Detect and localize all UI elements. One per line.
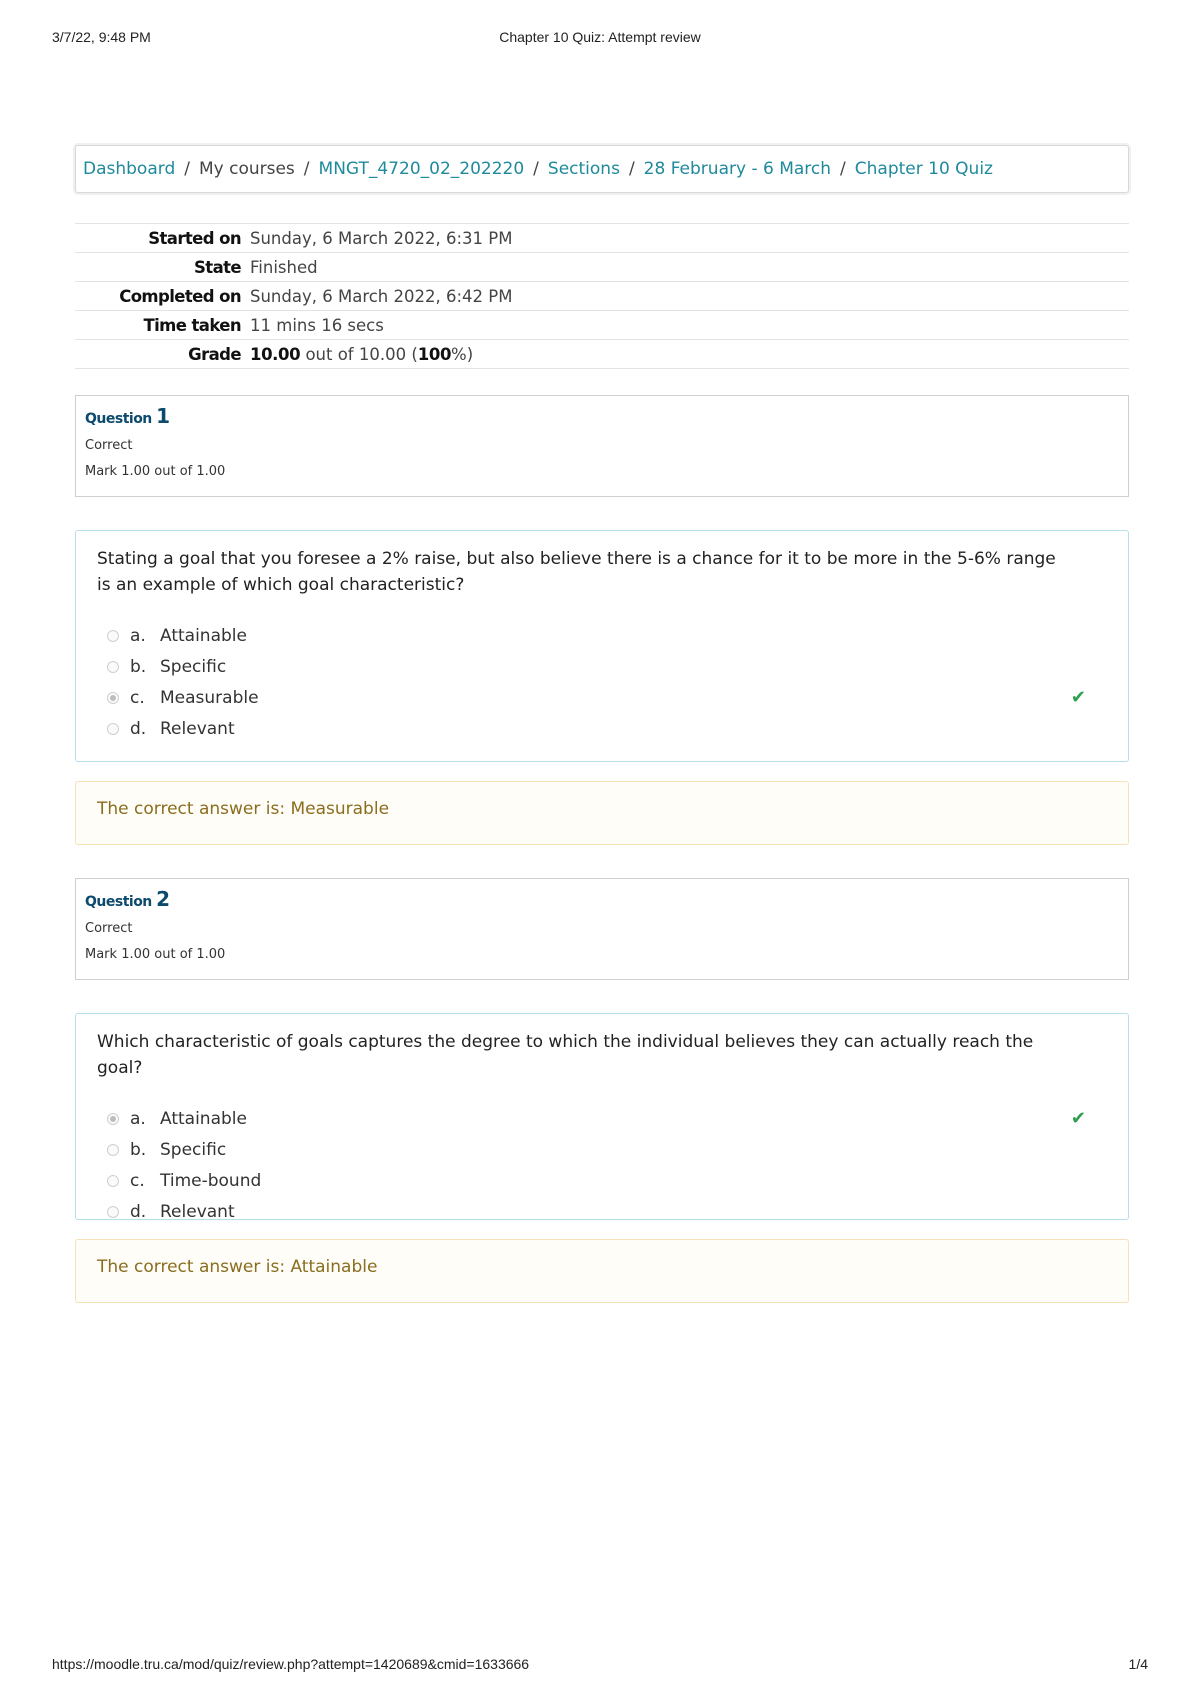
question-label: Question	[85, 894, 152, 910]
question-number-value: 1	[156, 404, 170, 428]
radio-button[interactable]	[107, 1144, 119, 1156]
question-mark: Mark 1.00 out of 1.00	[85, 464, 226, 479]
summary-row-time	[75, 311, 1129, 340]
grade-score: 10.00	[250, 344, 301, 364]
answer-text: Relevant	[160, 1201, 235, 1222]
breadcrumb-my-courses: My courses	[198, 159, 295, 179]
answer-letter: c.	[130, 687, 145, 708]
print-footer	[52, 1656, 1148, 1676]
grade-out-of: out of 10.00 (	[300, 344, 418, 364]
breadcrumb-quiz[interactable]: Chapter 10 Quiz	[854, 159, 993, 179]
answer-option[interactable]	[97, 1165, 1107, 1196]
question-info	[75, 395, 1129, 497]
breadcrumb	[75, 145, 1129, 193]
attempt-summary-table	[75, 223, 1129, 369]
question-number	[85, 404, 1119, 434]
print-url: https://moodle.tru.ca/mod/quiz/review.php?attempt=1420689&cmid=1633666	[52, 1656, 530, 1672]
question-number-value: 2	[156, 887, 170, 911]
breadcrumb-separator: /	[303, 159, 310, 179]
answer-letter: a.	[130, 1108, 146, 1129]
answer-letter: d.	[130, 1201, 147, 1222]
started-value: Sunday, 6 March 2022, 6:31 PM	[250, 224, 1129, 253]
answer-letter: c.	[130, 1170, 145, 1191]
breadcrumb-sections[interactable]: Sections	[547, 159, 620, 179]
print-datetime: 3/7/22, 9:48 PM	[52, 29, 151, 45]
correct-check-icon: ✔	[1070, 687, 1086, 708]
question-formulation	[75, 1013, 1129, 1220]
time-taken-label: Time taken	[75, 311, 250, 340]
radio-button[interactable]	[107, 1175, 119, 1187]
completed-label: Completed on	[75, 282, 250, 311]
answer-letter: b.	[130, 1139, 147, 1160]
summary-row-grade	[75, 340, 1129, 369]
radio-button-checked[interactable]	[107, 1113, 119, 1125]
radio-button-checked[interactable]	[107, 692, 119, 704]
started-label: Started on	[75, 224, 250, 253]
grade-label: Grade	[75, 340, 250, 369]
answer-option[interactable]	[97, 620, 1107, 651]
answer-letter: a.	[130, 625, 146, 646]
question-state: Correct	[85, 438, 133, 453]
print-title: Chapter 10 Quiz: Attempt review	[499, 29, 701, 45]
question-text: Stating a goal that you foresee a 2% raise, but also believe there is a chance for it to be more in the 5-6% range is an example of which goal characteristic?	[97, 549, 1056, 595]
question-formulation	[75, 530, 1129, 762]
answer-option[interactable]	[97, 713, 1107, 744]
question-info	[75, 878, 1129, 980]
state-label: State	[75, 253, 250, 282]
question-mark: Mark 1.00 out of 1.00	[85, 947, 226, 962]
answer-text: Specific	[160, 656, 227, 677]
answer-text: Relevant	[160, 718, 235, 739]
correct-answer-feedback: The correct answer is: Attainable	[75, 1239, 1129, 1303]
grade-percent: 100	[417, 344, 452, 364]
print-page-number: 1/4	[1128, 1656, 1148, 1672]
radio-button[interactable]	[107, 661, 119, 673]
breadcrumb-week[interactable]: 28 February - 6 March	[643, 159, 832, 179]
breadcrumb-separator: /	[628, 159, 635, 179]
breadcrumb-course[interactable]: MNGT_4720_02_202220	[318, 159, 525, 179]
summary-row-started	[75, 224, 1129, 253]
grade-percent-suffix: %)	[451, 344, 474, 364]
print-header	[52, 29, 1148, 49]
radio-button[interactable]	[107, 630, 119, 642]
answer-letter: b.	[130, 656, 147, 677]
answer-option-selected[interactable]	[97, 1103, 1107, 1134]
question-label: Question	[85, 411, 152, 427]
time-taken-value: 11 mins 16 secs	[250, 311, 1129, 340]
answer-text: Measurable	[160, 687, 259, 708]
summary-row-state	[75, 253, 1129, 282]
breadcrumb-separator: /	[533, 159, 539, 179]
state-value: Finished	[250, 253, 1129, 282]
question-number	[85, 887, 1119, 917]
breadcrumb-separator: /	[840, 159, 846, 179]
answer-text: Time-bound	[160, 1170, 262, 1191]
answer-letter: d.	[130, 718, 147, 739]
answer-text: Specific	[160, 1139, 227, 1160]
correct-answer-feedback: The correct answer is: Measurable	[75, 781, 1129, 845]
radio-button[interactable]	[107, 723, 119, 735]
answer-text: Attainable	[160, 1108, 247, 1129]
answer-option[interactable]	[97, 1196, 1107, 1227]
breadcrumb-dashboard[interactable]: Dashboard	[83, 159, 176, 179]
answer-option[interactable]	[97, 651, 1107, 682]
answer-option-selected[interactable]	[97, 682, 1107, 713]
answer-option[interactable]	[97, 1134, 1107, 1165]
summary-row-completed	[75, 282, 1129, 311]
question-text: Which characteristic of goals captures the degree to which the individual believes they can actually reach the goal?	[97, 1032, 1034, 1078]
grade-value	[250, 340, 1129, 369]
answer-text: Attainable	[160, 625, 247, 646]
correct-check-icon: ✔	[1070, 1108, 1086, 1129]
radio-button[interactable]	[107, 1206, 119, 1218]
breadcrumb-separator: /	[184, 159, 190, 179]
question-state: Correct	[85, 921, 133, 936]
completed-value: Sunday, 6 March 2022, 6:42 PM	[250, 282, 1129, 311]
